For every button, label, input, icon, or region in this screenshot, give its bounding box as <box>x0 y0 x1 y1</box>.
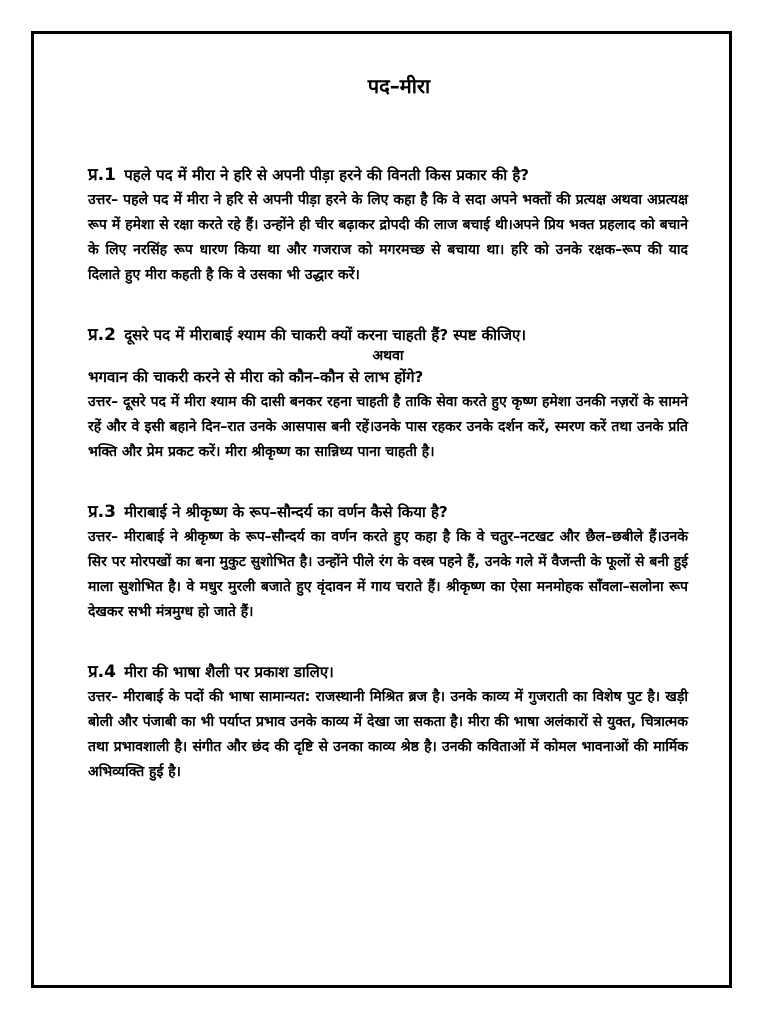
question-number: प्र.4 <box>88 662 116 682</box>
page-title: पद–मीरा <box>367 74 431 98</box>
question-block-2 <box>88 324 688 465</box>
question-text: मीराबाई ने श्रीकृष्ण के रूप–सौन्दर्य का वर्णन कैसे किया है? <box>124 503 448 521</box>
answer-2: उत्तर– दूसरे पद में मीरा श्याम की दासी बनकर रहना चाहती है ताकि सेवा करते हुए कृष्ण हमेशा उनकी नज़रों के सामने रहें और वे इसी बहाने दिन–रात उनके आसपास बनी रहें।उनके पास रहकर उनके दर्शन करें, स्मरण करें तथा उनके प्रति भक्ति और प्रेम प्रकट करें। मीरा श्रीकृष्ण का सान्निध्य पाना चाहती है। <box>88 394 688 460</box>
answer-4: उत्तर– मीराबाई के पदों की भाषा सामान्यत: राजस्थानी मिश्रित ब्रज है। उनके काव्य में गुजराती का विशेष पुट है। खड़ी बोली और पंजाबी का भी पर्याप्त प्रभाव उनके काव्य में देखा जा सकता है। मीरा की भाषा अलंकारों से युक्त, चित्रात्मक तथा प्रभावशाली है। संगीत और छंद की दृष्टि से उनका काव्य श्रेष्ठ है। उनकी कविताओं में कोमल भावनाओं की मार्मिक अभिव्यक्ति हुई है। <box>88 689 688 780</box>
or-divider: अथवा <box>372 348 404 364</box>
document-body <box>88 164 688 785</box>
question-block-3 <box>88 501 688 625</box>
question-1 <box>88 164 688 186</box>
question-number: प्र.2 <box>88 325 116 345</box>
question-block-4 <box>88 661 688 785</box>
question-text: पहले पद में मीरा ने हरि से अपनी पीड़ा हरने की विनती किस प्रकार की है? <box>124 166 529 184</box>
question-text: दूसरे पद में मीराबाई श्याम की चाकरी क्यों करना चाहती हैं? स्पष्ट कीजिए। <box>124 326 527 344</box>
answer-3: उत्तर– मीराबाई ने श्रीकृष्ण के रूप–सौन्दर्य का वर्णन करते हुए कहा है कि वे चतुर–नटखट और छैल–छबीले हैं।उनके सिर पर मोरपखों का बना मुकुट सुशोभित है। उन्होंने पीले रंग के वस्त्र पहने हैं, उनके गले में वैजन्ती के फूलों से बनी हुई माला सुशोभित है। वे मधुर मुरली बजाते हुए वृंदावन में गाय चराते हैं। श्रीकृष्ण का ऐसा मनमोहक साँवला–सलोना रूप देखकर सभी मंत्रमुग्ध हो जाते हैं। <box>88 529 688 620</box>
question-block-1 <box>88 164 688 288</box>
answer-1: उत्तर– पहले पद में मीरा ने हरि से अपनी पीड़ा हरने के लिए कहा है कि वे सदा अपने भक्तों की प्रत्यक्ष अथवा अप्रत्यक्ष रूप में हमेशा से रक्षा करते रहे हैं। उन्होंने ही चीर बढ़ाकर द्रोपदी की लाज बचाई थी।अपने प्रिय भक्त प्रहलाद को बचाने के लिए नरसिंह रूप धारण किया था और गजराज को मगरमच्छ से बचाया था। हरि को उनके रक्षक–रूप की याद दिलाते हुए मीरा कहती है कि वे उसका भी उद्धार करें। <box>88 192 688 283</box>
question-text: मीरा की भाषा शैली पर प्रकाश डालिए। <box>124 663 334 681</box>
question-3 <box>88 501 688 523</box>
question-number: प्र.3 <box>88 502 116 522</box>
question-2 <box>88 324 688 346</box>
alternate-question: भगवान की चाकरी करने से मीरा को कौन–कौन से लाभ होंगे? <box>88 368 424 386</box>
question-4 <box>88 661 688 683</box>
question-number: प्र.1 <box>88 165 116 185</box>
